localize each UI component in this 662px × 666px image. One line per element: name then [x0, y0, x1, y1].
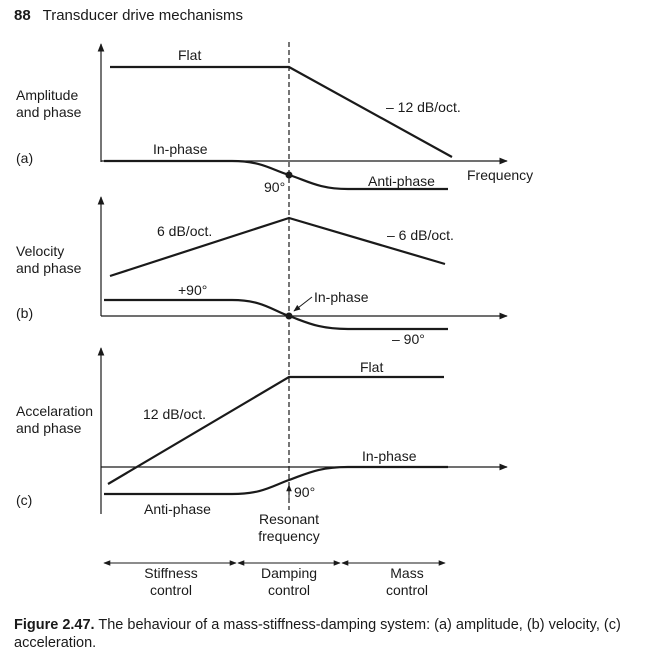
panel-b-ylabel-line1: Velocity: [16, 243, 65, 259]
panel-c-letter: (c): [16, 492, 33, 508]
panel-c-flat-label: Flat: [360, 359, 384, 375]
panel-a-inphase-label: In-phase: [153, 141, 208, 157]
panel-c: [16, 348, 507, 544]
panel-c-inphase-label: In-phase: [362, 448, 417, 464]
resonant-label-line2: frequency: [258, 528, 320, 544]
panel-b-minus90-label: – 90°: [392, 331, 425, 347]
region-stiffness-line1: Stiffness: [144, 565, 198, 581]
panel-c-90deg-label: 90°: [294, 484, 316, 500]
figure-caption: [14, 616, 654, 652]
panel-b-phase-point: [286, 313, 293, 320]
panel-c-ylabel-line2: and phase: [16, 420, 82, 436]
region-damping-line1: Damping: [260, 565, 318, 581]
running-title: Transducer drive mechanisms: [42, 7, 243, 24]
panel-a-letter: (a): [16, 150, 34, 166]
panel-b-letter: (b): [16, 305, 34, 321]
panel-c-antiphase-label: Anti-phase: [144, 501, 211, 517]
panel-a-flat-label: Flat: [178, 47, 202, 63]
panel-b-rise-label: 6 dB/oct.: [157, 223, 213, 239]
panel-b-ylabel-line2: and phase: [16, 260, 82, 276]
control-regions: [104, 563, 445, 598]
panel-a-ylabel-line2: and phase: [16, 104, 82, 120]
panel-a-slope-label: – 12 dB/oct.: [386, 99, 461, 115]
panel-c-ylabel-line1: Accelaration: [16, 403, 94, 419]
panel-b-inphase-label: In-phase: [314, 289, 369, 305]
caption-text: The behaviour of a mass-stiffness-damping system: (a) amplitude, (b) velocity, (c) acceleration.: [14, 617, 621, 651]
resonant-label-line1: Resonant: [259, 511, 319, 527]
figure-number: Figure 2.47.: [14, 617, 95, 633]
panel-b-fall-label: – 6 dB/oct.: [387, 227, 454, 243]
page-number: 88: [14, 7, 31, 24]
frequency-axis-label: Frequency: [467, 167, 534, 183]
panel-c-phase-curve: [104, 467, 448, 494]
panel-c-rise-label: 12 dB/oct.: [143, 406, 207, 422]
region-mass-line1: Mass: [390, 565, 424, 581]
panel-b: [16, 197, 507, 347]
panel-b-inphase-pointer: [294, 297, 312, 311]
panel-b-plus90-label: +90°: [178, 282, 208, 298]
panel-a-antiphase-label: Anti-phase: [368, 173, 435, 189]
region-mass-line2: control: [385, 582, 429, 598]
panel-a-90deg-label: 90°: [264, 179, 286, 195]
panel-a-ylabel-line1: Amplitude: [16, 87, 79, 103]
region-damping-line2: control: [267, 582, 311, 598]
region-stiffness-line2: control: [149, 582, 193, 598]
panel-a: [16, 44, 533, 195]
panel-a-phase-point: [286, 172, 293, 179]
panel-b-phase-curve: [104, 300, 448, 329]
